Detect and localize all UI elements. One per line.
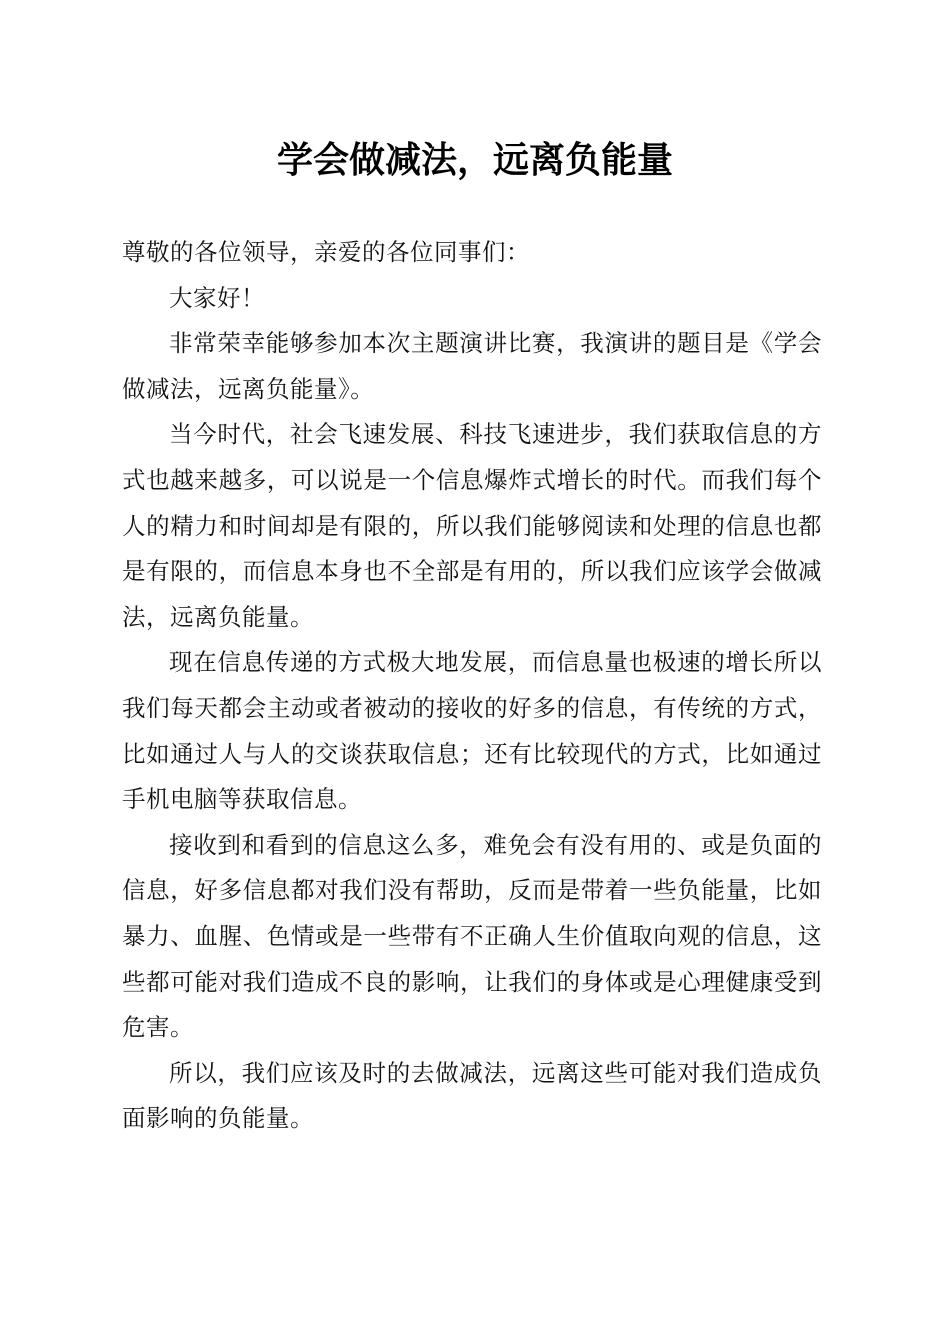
paragraph-negative: 接收到和看到的信息这么多，难免会有没有用的、或是负面的信息，好多信息都对我们没有帮助，反而是带着一些负能量，比如暴力、血腥、色情或是一些带有不正确人生价值取向观的信息，这些都可能对我们造成不良的影响，让我们的身体或是心理健康受到危害。 (122, 830, 822, 1042)
paragraph-information: 现在信息传递的方式极大地发展，而信息量也极速的增长所以我们每天都会主动或者被动的接收的好多的信息，有传统的方式，比如通过人与人的交谈获取信息；还有比较现代的方式，比如通过手机电脑等获取信息。 (122, 648, 822, 814)
salutation: 尊敬的各位领导，亲爱的各位同事们： (122, 238, 530, 266)
paragraph-era: 当今时代，社会飞速发展、科技飞速进步，我们获取信息的方式也越来越多，可以说是一个信息爆炸式增长的时代。而我们每个人的精力和时间却是有限的，所以我们能够阅读和处理的信息也都是有限的，而信息本身也不全部是有用的，所以我们应该学会做减法，远离负能量。 (122, 420, 822, 631)
paragraph-greeting: 大家好！ (169, 283, 265, 312)
document-title: 学会做减法，远离负能量 (276, 139, 673, 181)
document-body (122, 230, 822, 1142)
paragraph-conclusion: 所以，我们应该及时的去做减法，远离这些可能对我们造成负面影响的负能量。 (122, 1058, 822, 1133)
paragraph-intro: 非常荣幸能够参加本次主题演讲比赛，我演讲的题目是《学会做减法，远离负能量》。 (122, 329, 822, 403)
